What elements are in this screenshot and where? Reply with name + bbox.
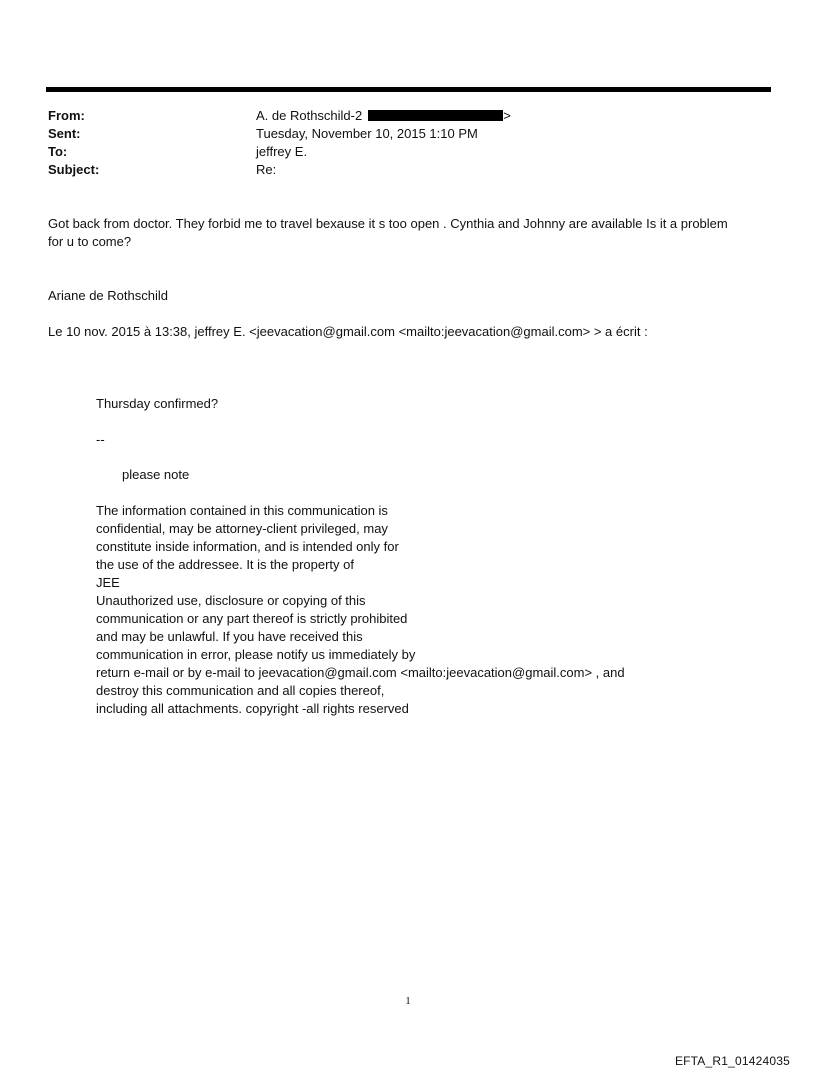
disclaimer-line: destroy this communication and all copies thereof,	[96, 683, 385, 698]
disclaimer-line: JEE	[96, 575, 120, 590]
disclaimer-line: including all attachments. copyright -all rights reserved	[96, 701, 409, 716]
from-label: From:	[48, 108, 85, 123]
quoted-text: Thursday confirmed?	[96, 396, 219, 411]
disclaimer-line: Unauthorized use, disclosure or copying of this	[96, 593, 366, 608]
message-line-2: for u to come?	[48, 234, 132, 249]
to-value: jeffrey E.	[256, 144, 308, 159]
sent-value: Tuesday, November 10, 2015 1:10 PM	[256, 126, 478, 141]
quote-intro: Le 10 nov. 2015 à 13:38, jeffrey E. <jeevacation@gmail.com <mailto:jeevacation@gmail.com> > a écrit :	[48, 324, 648, 339]
page-number: 1	[405, 995, 411, 1007]
disclaimer-line: communication in error, please notify us immediately by	[96, 647, 416, 662]
to-label: To:	[48, 144, 68, 159]
disclaimer-line: communication or any part thereof is strictly prohibited	[96, 611, 408, 626]
quoted-separator: --	[96, 432, 105, 447]
message-line-1: Got back from doctor. They forbid me to travel bexause it s too open . Cynthia and Johnny are available Is it a problem	[48, 216, 728, 231]
disclaimer-line: return e-mail or by e-mail to jeevacation@gmail.com <mailto:jeevacation@gmail.com> , and	[96, 665, 625, 680]
disclaimer-line: The information contained in this communication is	[96, 503, 388, 518]
please-note: please note	[122, 467, 190, 482]
disclaimer-line: confidential, may be attorney-client privileged, may	[96, 521, 388, 536]
signature: Ariane de Rothschild	[48, 288, 168, 303]
subject-label: Subject:	[48, 162, 100, 177]
from-value-tail: >	[503, 108, 511, 123]
from-name: A. de Rothschild-2	[256, 108, 363, 123]
sent-label: Sent:	[48, 126, 81, 141]
subject-value: Re:	[256, 162, 277, 177]
redaction-bar	[368, 110, 503, 121]
from-value	[256, 107, 511, 125]
disclaimer-line: and may be unlawful. If you have received this	[96, 629, 363, 644]
disclaimer-line: constitute inside information, and is intended only for	[96, 539, 399, 554]
disclaimer-line: the use of the addressee. It is the property of	[96, 557, 354, 572]
header-rule	[46, 87, 771, 92]
bates-number: EFTA_R1_01424035	[674, 1054, 790, 1068]
disclaimer	[96, 502, 625, 718]
